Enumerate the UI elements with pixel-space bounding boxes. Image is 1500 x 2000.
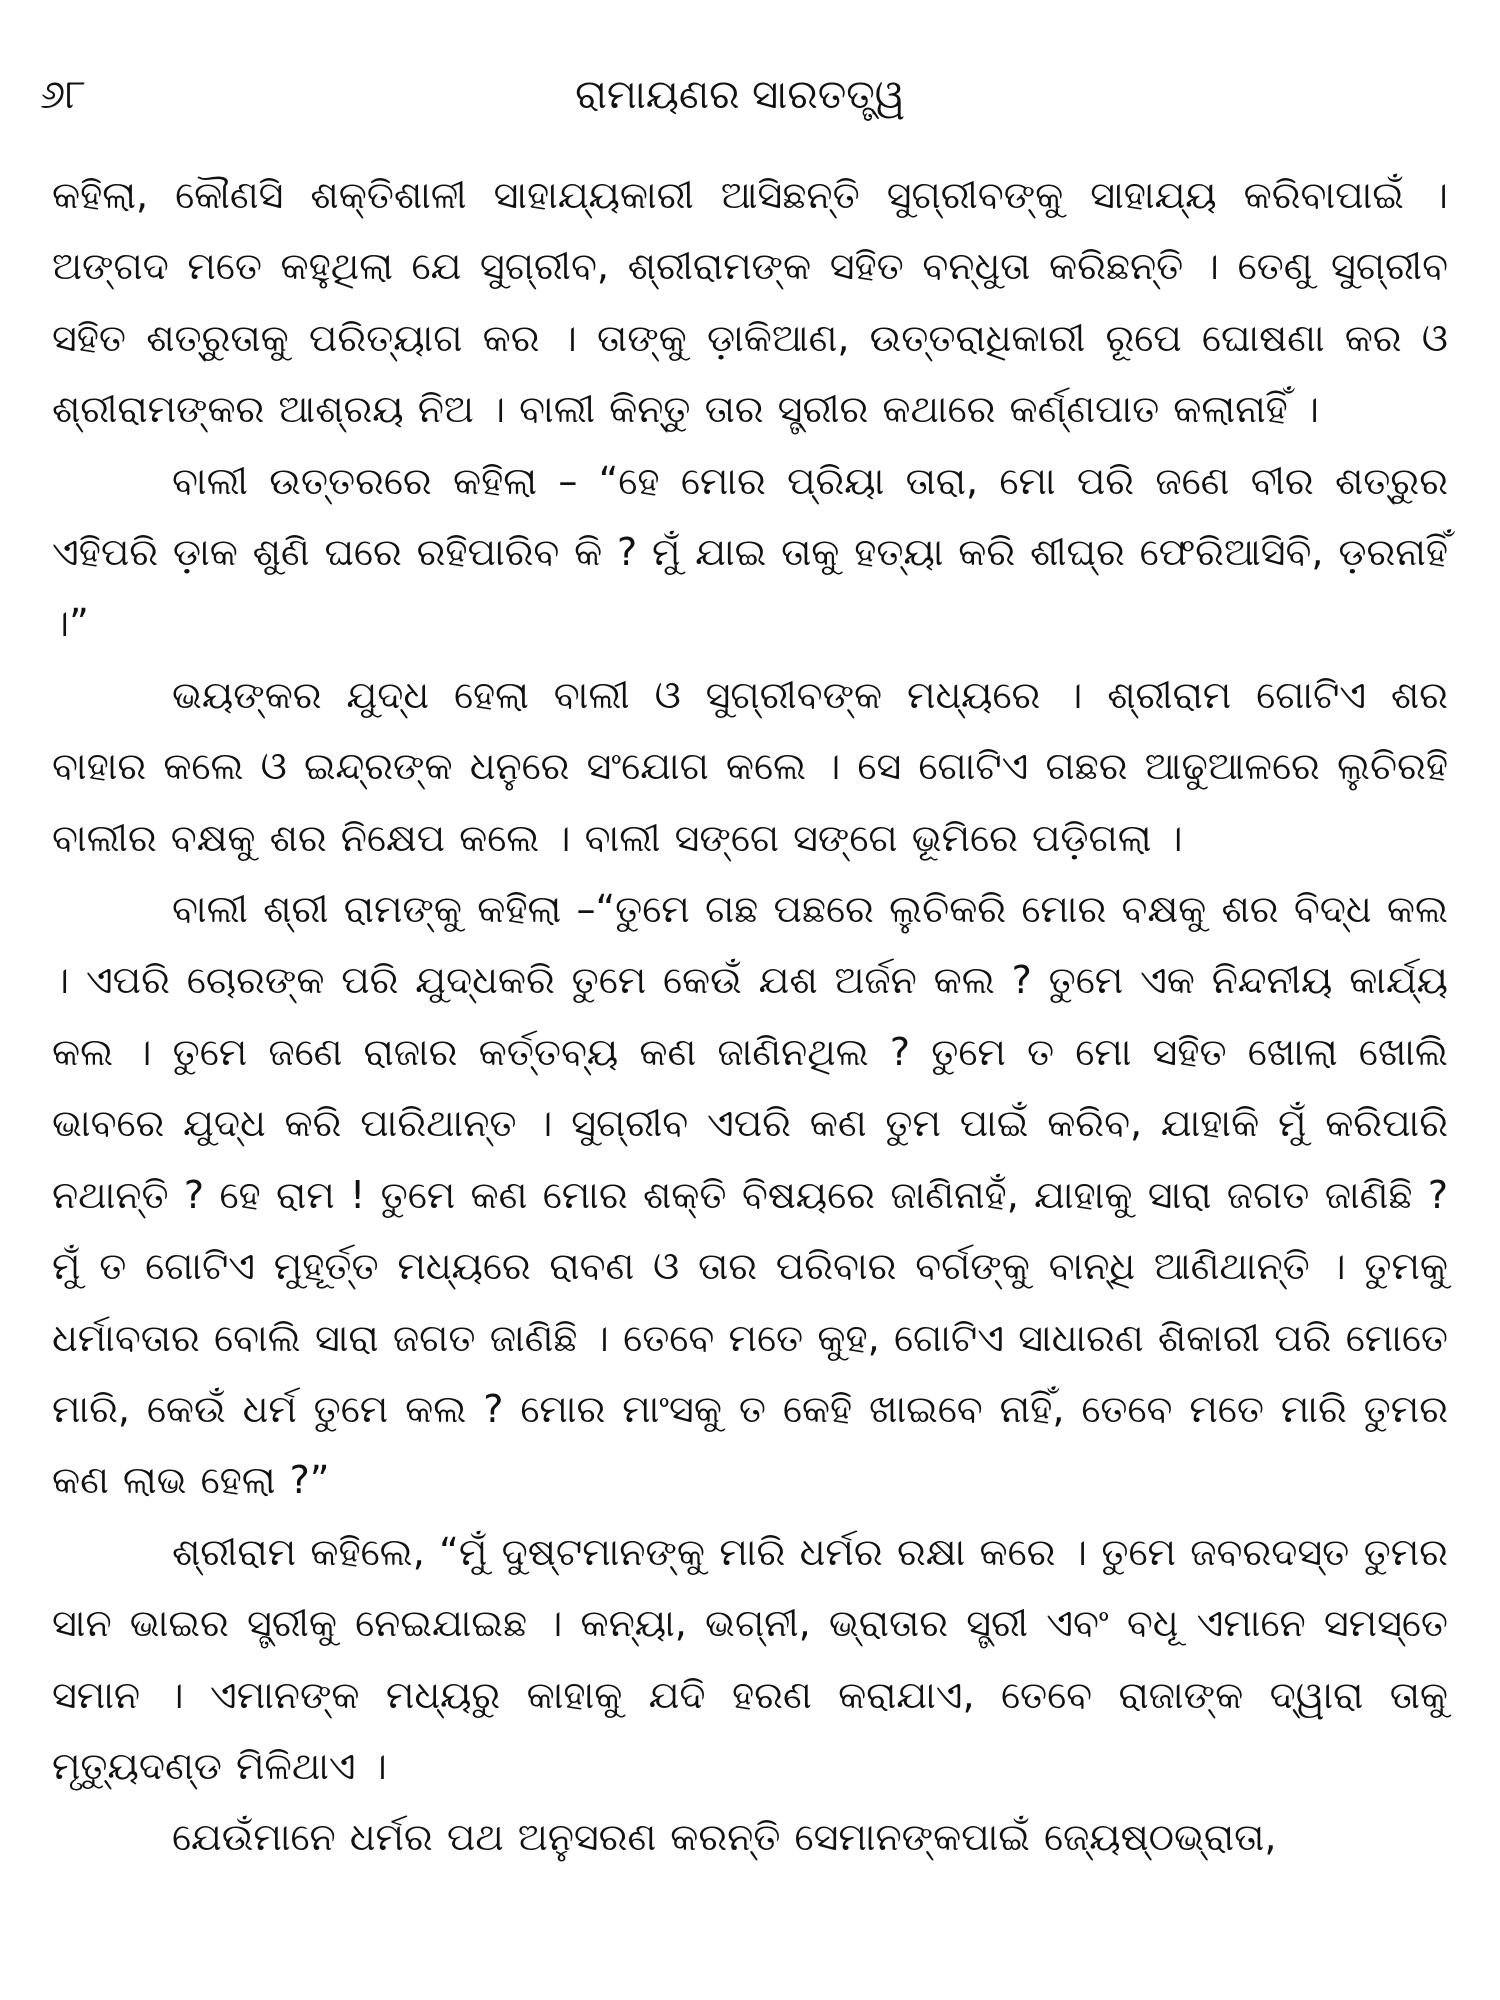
running-title: ରାମାୟଣର ସାରତତ୍ତ୍ୱ — [575, 72, 905, 118]
body-text — [52, 160, 1448, 1874]
paragraph-battle: ଭୟଙ୍କର ଯୁଦ୍ଧ ହେଲା ବାଲୀ ଓ ସୁଗ୍ରୀବଙ୍କ ମଧ୍ୟରେ । ଶ୍ରୀରାମ ଗୋଟିଏ ଶର ବାହାର କଲେ ଓ ଇନ୍ଦ୍ରଙ୍କ ଧନୁରେ ସଂଯୋଗ କଲେ । ସେ ଗୋଟିଏ ଗଛର ଆଢୁଆଳରେ ଲୁଚିରହି ବାଲୀର ବକ୍ଷକୁ ଶର ନିକ୍ଷେପ କଲେ । ବାଲୀ ସଙ୍ଗେ ସଙ୍ଗେ ଭୂମିରେ ପଡ଼ିଗଲା । — [52, 672, 1448, 860]
paragraph-rama-reply: ଶ୍ରୀରାମ କହିଲେ, “ମୁଁ ଦୁଷ୍ଟମାନଙ୍କୁ ମାରି ଧର୍ମର ରକ୍ଷା କରେ । ତୁମେ ଜବରଦସ୍ତ ତୁମର ସାନ ଭାଇର ସ୍ତ୍ରୀକୁ ନେଇଯାଇଛ । କନ୍ୟା, ଭଗ୍ନୀ, ଭ୍ରାତାର ସ୍ତ୍ରୀ ଏବଂ ବଧୂ ଏମାନେ ସମସ୍ତେ ସମାନ । ଏମାନଙ୍କ ମଧ୍ୟରୁ କାହାକୁ ଯଦି ହରଣ କରାଯାଏ, ତେବେ ରାଜାଙ୍କ ଦ୍ୱାରା ତାକୁ ମୃତ୍ୟୁଦଣ୍ଡ ମିଳିଥାଏ । — [52, 1529, 1448, 1788]
page-number: ୬୮ — [40, 72, 86, 118]
paragraph-bali-reply: ବାଲୀ ଉତ୍ତରରେ କହିଲା – “ହେ ମୋର ପ୍ରିୟା ତାରା, ମୋ ପରି ଜଣେ ବୀର ଶତ୍ରୁର ଏହିପରି ଡ଼ାକ ଶୁଣି ଘରେ ରହିପାରିବ କି ? ମୁଁ ଯାଇ ତାକୁ ହତ୍ୟା କରି ଶୀଘ୍ର ଫେରିଆସିବି, ଡ଼ରନାହିଁ ।” — [52, 458, 1448, 646]
paragraph-bali-accusation: ବାଲୀ ଶ୍ରୀ ରାମଙ୍କୁ କହିଲା –“ତୁମେ ଗଛ ପଛରେ ଲୁଚିକରି ମୋର ବକ୍ଷକୁ ଶର ବିଦ୍ଧ କଲ । ଏପରି ଚୋରଙ୍କ ପରି ଯୁଦ୍ଧକରି ତୁମେ କେଉଁ ଯଶ ଅର୍ଜନ କଲ ? ତୁମେ ଏକ ନିନ୍ଦନୀୟ କାର୍ଯ୍ୟ କଲ । ତୁମେ ଜଣେ ରାଜାର କର୍ତ୍ତବ୍ୟ କଣ ଜାଣିନଥିଲ ? ତୁମେ ତ ମୋ ସହିତ ଖୋଲା ଖୋଲି ଭାବରେ ଯୁଦ୍ଧ କରି ପାରିଥାନ୍ତ । ସୁଗ୍ରୀବ ଏପରି କଣ ତୁମ ପାଇଁ କରିବ, ଯାହାକି ମୁଁ କରିପାରି ନଥାନ୍ତି ? ହେ ରାମ ! ତୁମେ କଣ ମୋର ଶକ୍ତି ବିଷୟରେ ଜାଣିନାହଁ, ଯାହାକୁ ସାରା ଜଗତ ଜାଣିଛି ? ମୁଁ ତ ଗୋଟିଏ ମୁହୂର୍ତ୍ତ ମଧ୍ୟରେ ରାବଣ ଓ ତାର ପରିବାର ବର୍ଗଙ୍କୁ ବାନ୍ଧି ଆଣିଥାନ୍ତି । ତୁମକୁ ଧର୍ମାବତାର ବୋଲି ସାରା ଜଗତ ଜାଣିଛି । ତେବେ ମତେ କୁହ, ଗୋଟିଏ ସାଧାରଣ ଶିକାରୀ ପରି ମୋତେ ମାରି, କେଉଁ ଧର୍ମ ତୁମେ କଲ ? ମୋର ମାଂସକୁ ତ କେହି ଖାଇବେ ନାହିଁ, ତେବେ ମତେ ମାରି ତୁମର କଣ ଲାଭ ହେଲା ?” — [52, 887, 1448, 1503]
paragraph-dharma-path: ଯେଉଁମାନେ ଧର୍ମର ପଥ ଅନୁସରଣ କରନ୍ତି ସେମାନଙ୍କପାଇଁ ଜ୍ୟେଷ୍ଠଭ୍ରାତା, — [172, 1815, 1277, 1860]
page-header — [40, 60, 1440, 130]
paragraph-continuation: କହିଲା, କୌଣସି ଶକ୍ତିଶାଳୀ ସାହାଯ୍ୟକାରୀ ଆସିଛନ୍ତି ସୁଗ୍ରୀବଙ୍କୁ ସାହାଯ୍ୟ କରିବାପାଇଁ । ଅଙ୍ଗଦ ମତେ କହୁଥିଲା ଯେ ସୁଗ୍ରୀବ, ଶ୍ରୀରାମଙ୍କ ସହିତ ବନ୍ଧୁତା କରିଛନ୍ତି । ତେଣୁ ସୁଗ୍ରୀବ ସହିତ ଶତ୍ରୁତାକୁ ପରିତ୍ୟାଗ କର । ତାଙ୍କୁ ଡ଼ାକିଆଣ, ଉତ୍ତରାଧିକାରୀ ରୂପେ ଘୋଷଣା କର ଓ ଶ୍ରୀରାମଙ୍କର ଆଶ୍ରୟ ନିଅ । ବାଲୀ କିନ୍ତୁ ତାର ସ୍ତ୍ରୀର କଥାରେ କର୍ଣ୍ଣପାତ କଲାନାହିଁ । — [52, 173, 1448, 432]
